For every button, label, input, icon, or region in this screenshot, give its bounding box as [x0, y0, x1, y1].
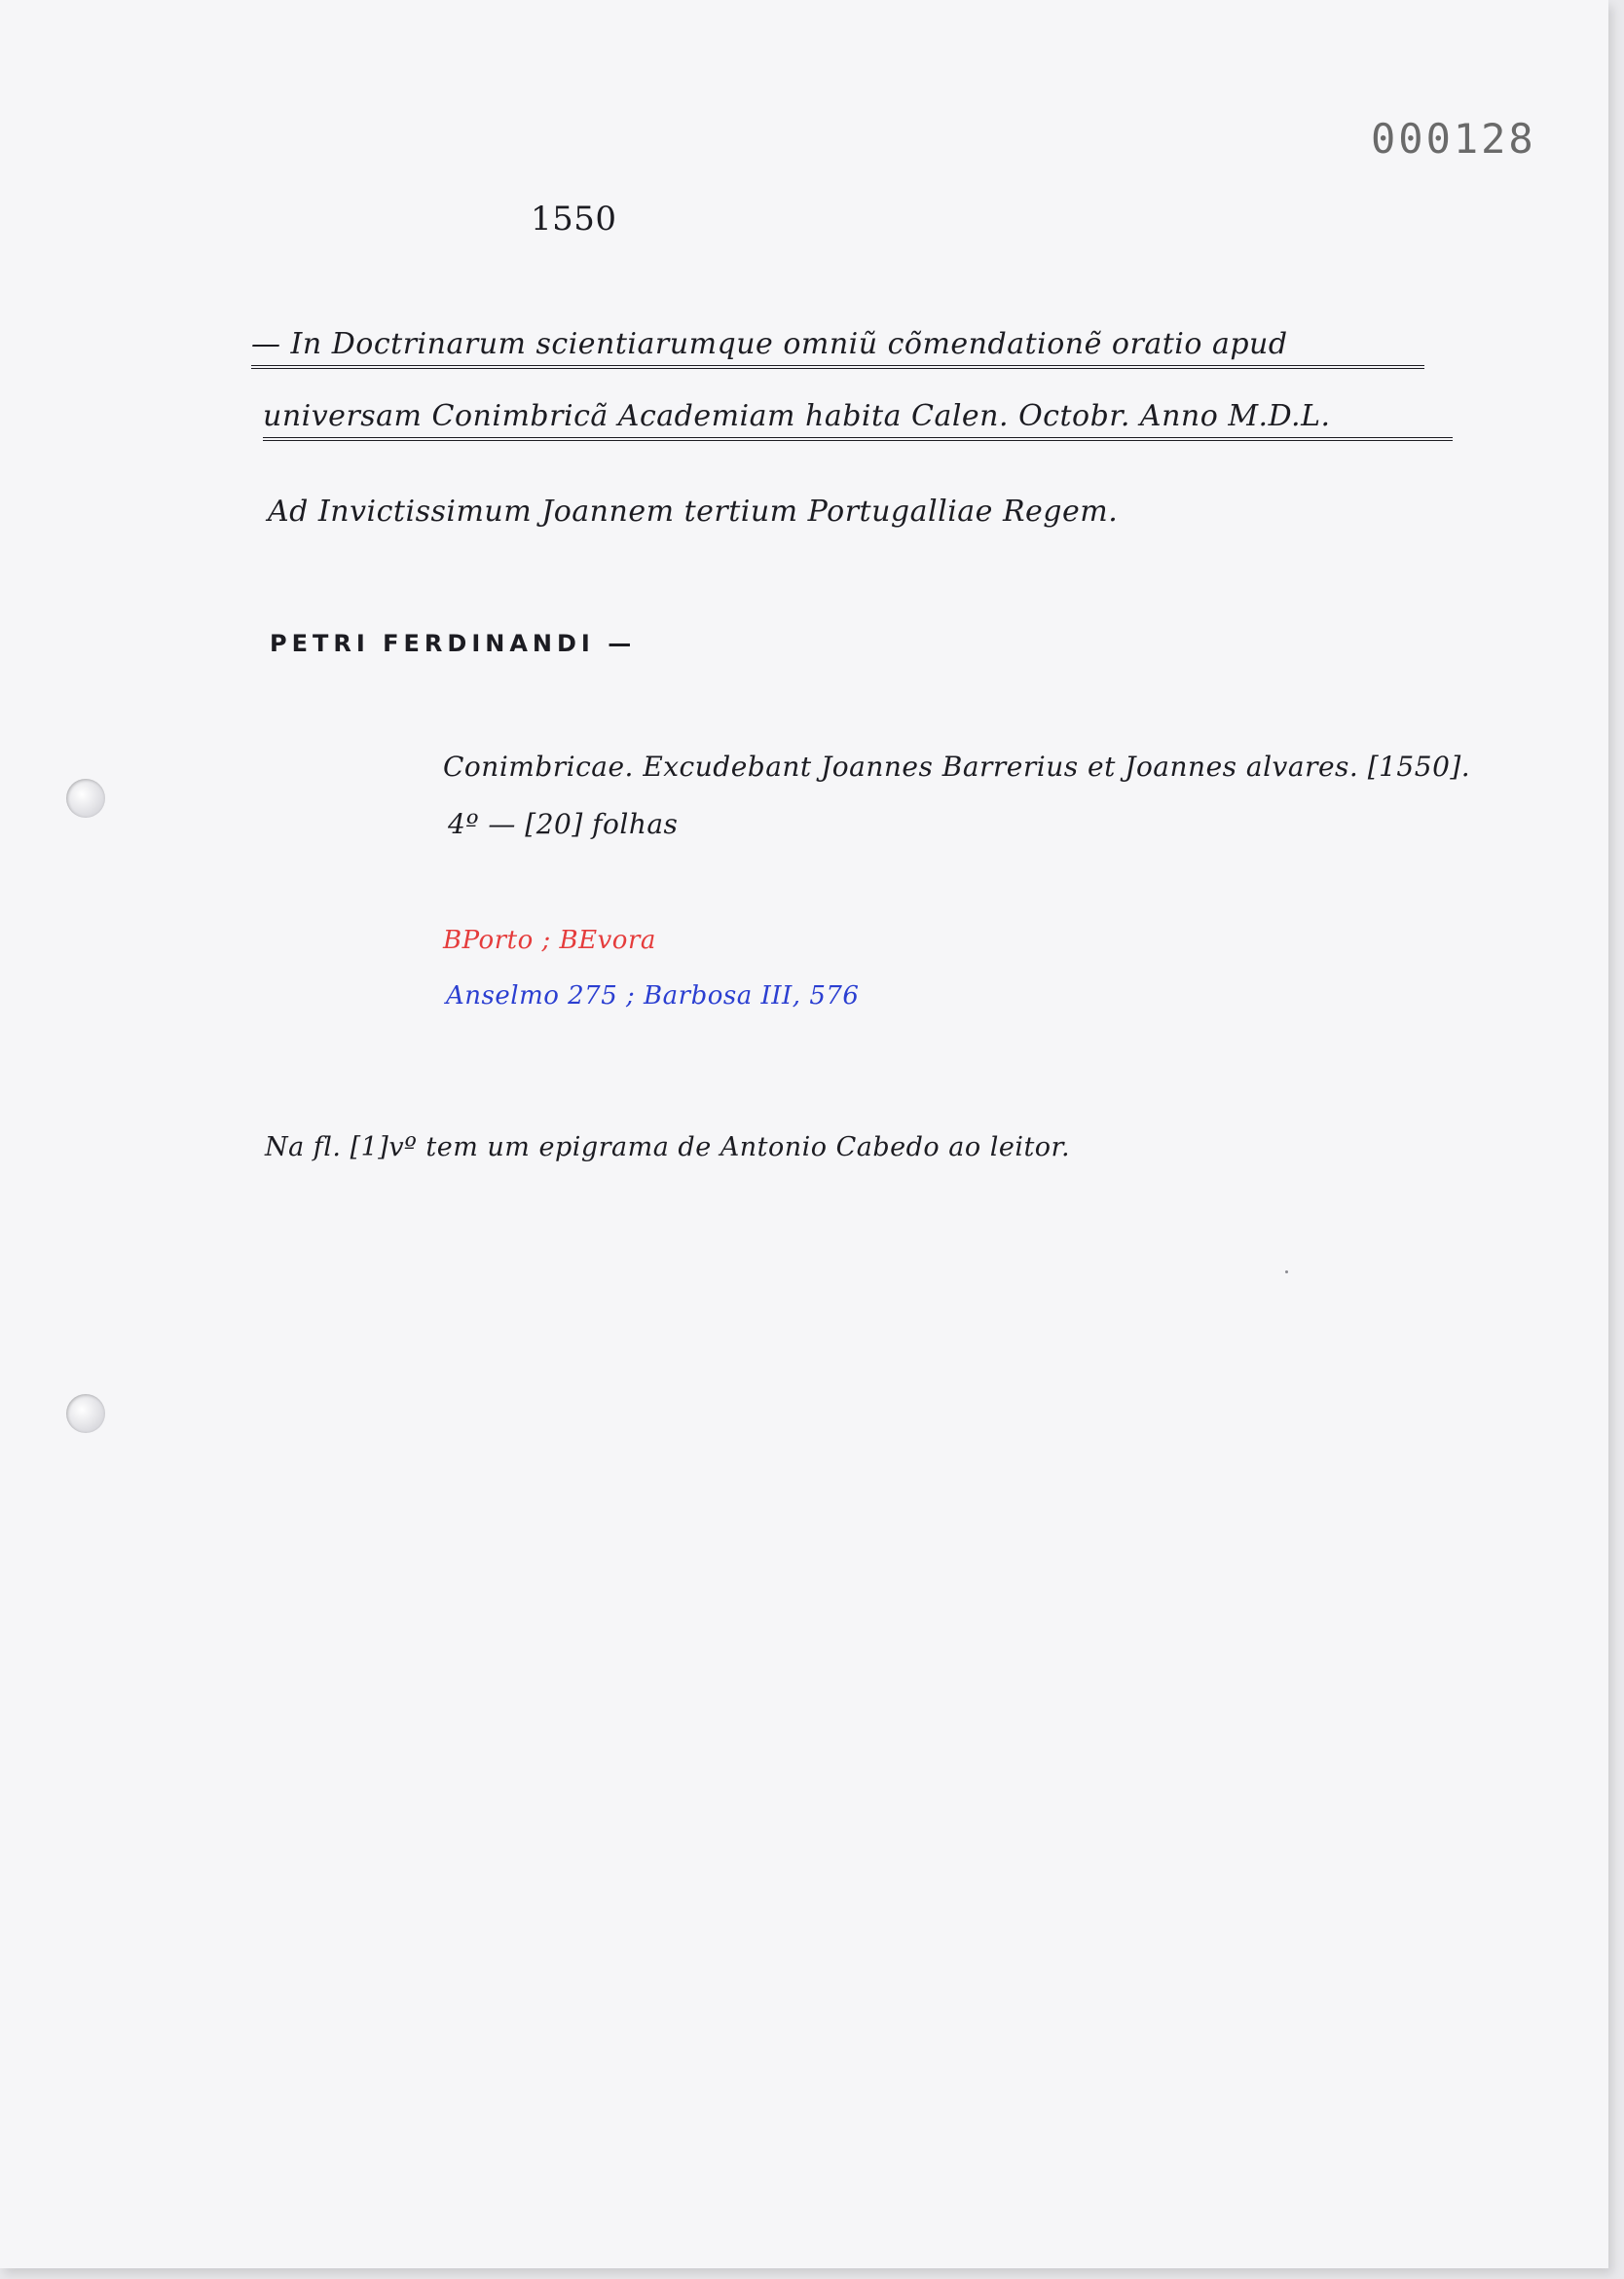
library-locations: BPorto ; BEvora — [443, 926, 656, 955]
author-name: PETRI FERDINANDI — — [270, 630, 637, 657]
stamp-number: 000128 — [1371, 115, 1536, 163]
imprint-line-2: 4º — [20] folhas — [448, 808, 679, 840]
paper-speck — [1285, 1270, 1288, 1273]
title-line-3: Ad Invictissimum Joannem tertium Portugalliae Regem. — [268, 495, 1119, 529]
title-line-1: — In Doctrinarum scientiarumque omniũ cõmendationẽ oratio apud — [251, 327, 1424, 369]
note-line: Na fl. [1]vº tem um epigrama de Antonio Cabedo ao leitor. — [265, 1132, 1071, 1162]
punch-hole-lower — [66, 1394, 105, 1433]
bibliographic-references: Anselmo 275 ; Barbosa III, 576 — [446, 981, 860, 1011]
imprint-line-1: Conimbricae. Excudebant Joannes Barrerius et Joannes alvares. [1550]. — [443, 751, 1471, 783]
year-heading: 1550 — [531, 200, 617, 239]
punch-hole-upper — [66, 779, 105, 818]
title-line-2: universam Conimbricã Academiam habita Calen. Octobr. Anno M.D.L. — [263, 399, 1453, 441]
